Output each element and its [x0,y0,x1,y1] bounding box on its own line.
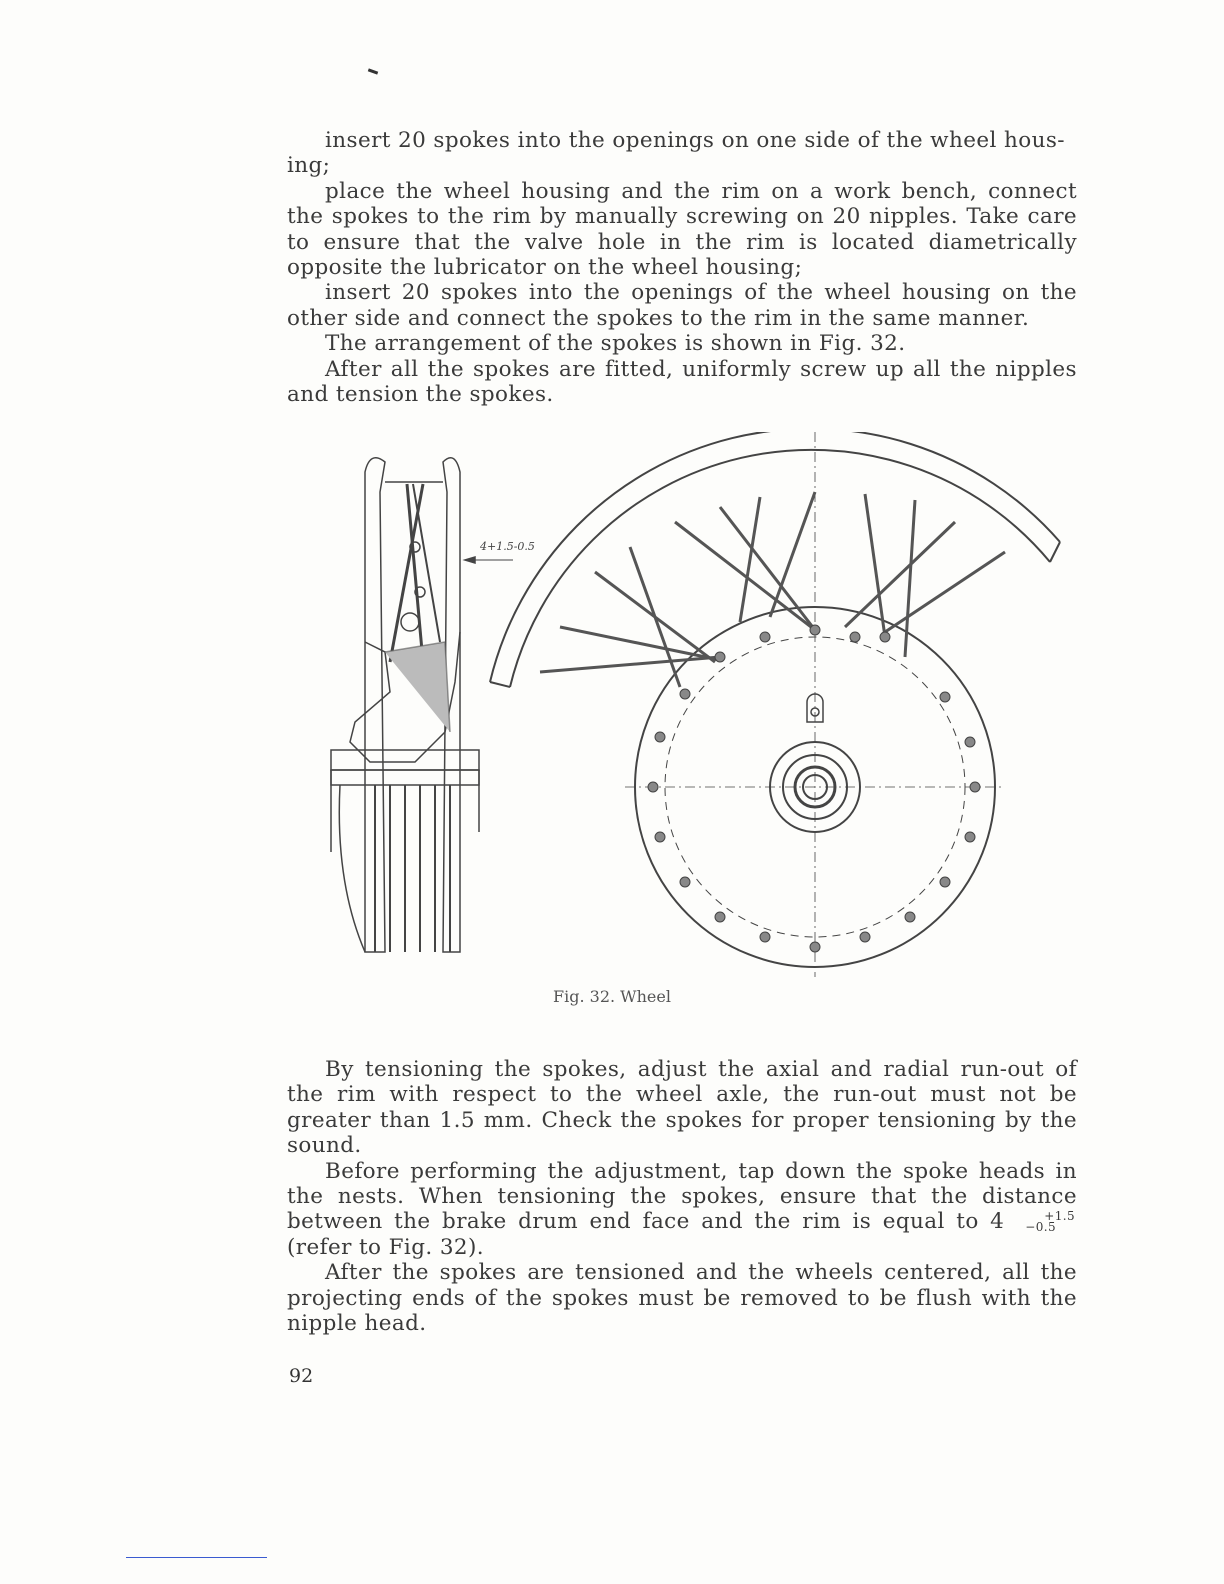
paragraph-text: Before performing the adjustment, tap down the spoke heads in the nests. When tensioning the spokes, ensure that the distance between the brake drum end face and the rim is equal to 4 [287,1158,1077,1235]
paragraph-text: (refer to Fig. 32). [287,1234,485,1260]
paragraph: ing; [287,153,331,179]
paragraph: After the spokes are tensioned and the wheels centered, all the projecting ends of the spokes must be removed to be flush with the nipple head. [287,1260,1077,1337]
footer-rule [126,1557,267,1558]
paragraph: place the wheel housing and the rim on a work bench, connect the spokes to the rim by manually screwing on 20 nipples. Take care to ensure that the valve hole in the rim is located diametrically opposite the lubricator on the wheel housing; [287,178,1077,281]
bottom-text-block [287,1057,1077,1336]
paragraph: The arrangement of the spokes is shown in Fig. 32. [325,331,906,357]
wheel-front-view [490,432,1060,977]
figure-caption: Fig. 32. Wheel [553,987,671,1006]
paragraph: insert 20 spokes into the openings on one side of the wheel hous- [325,128,1065,153]
page-number: 92 [289,1365,314,1387]
dimension-label: 4+1.5-0.5 [480,540,535,553]
wheel-figure [325,432,1095,982]
paragraph [287,1159,1077,1261]
tolerance-lower: −0.5 [1025,1220,1056,1235]
paragraph: By tensioning the spokes, adjust the axial and radial run-out of the rim with respect to the wheel axle, the run-out must not be greater than 1.5 mm. Check the spokes for proper tensioning by the sound. [287,1057,1077,1159]
scan-artifact [368,68,378,74]
tolerance-fraction [1006,1211,1075,1233]
paragraph: After all the spokes are fitted, uniformly screw up all the nipples and tension the spokes. [287,356,1077,408]
wheel-cross-section-view [331,458,535,952]
paragraph: insert 20 spokes into the openings of the wheel housing on the other side and connect the spokes to the rim in the same manner. [287,280,1077,331]
top-text-block [287,128,1077,407]
tolerance-upper: +1.5 [1044,1209,1075,1224]
